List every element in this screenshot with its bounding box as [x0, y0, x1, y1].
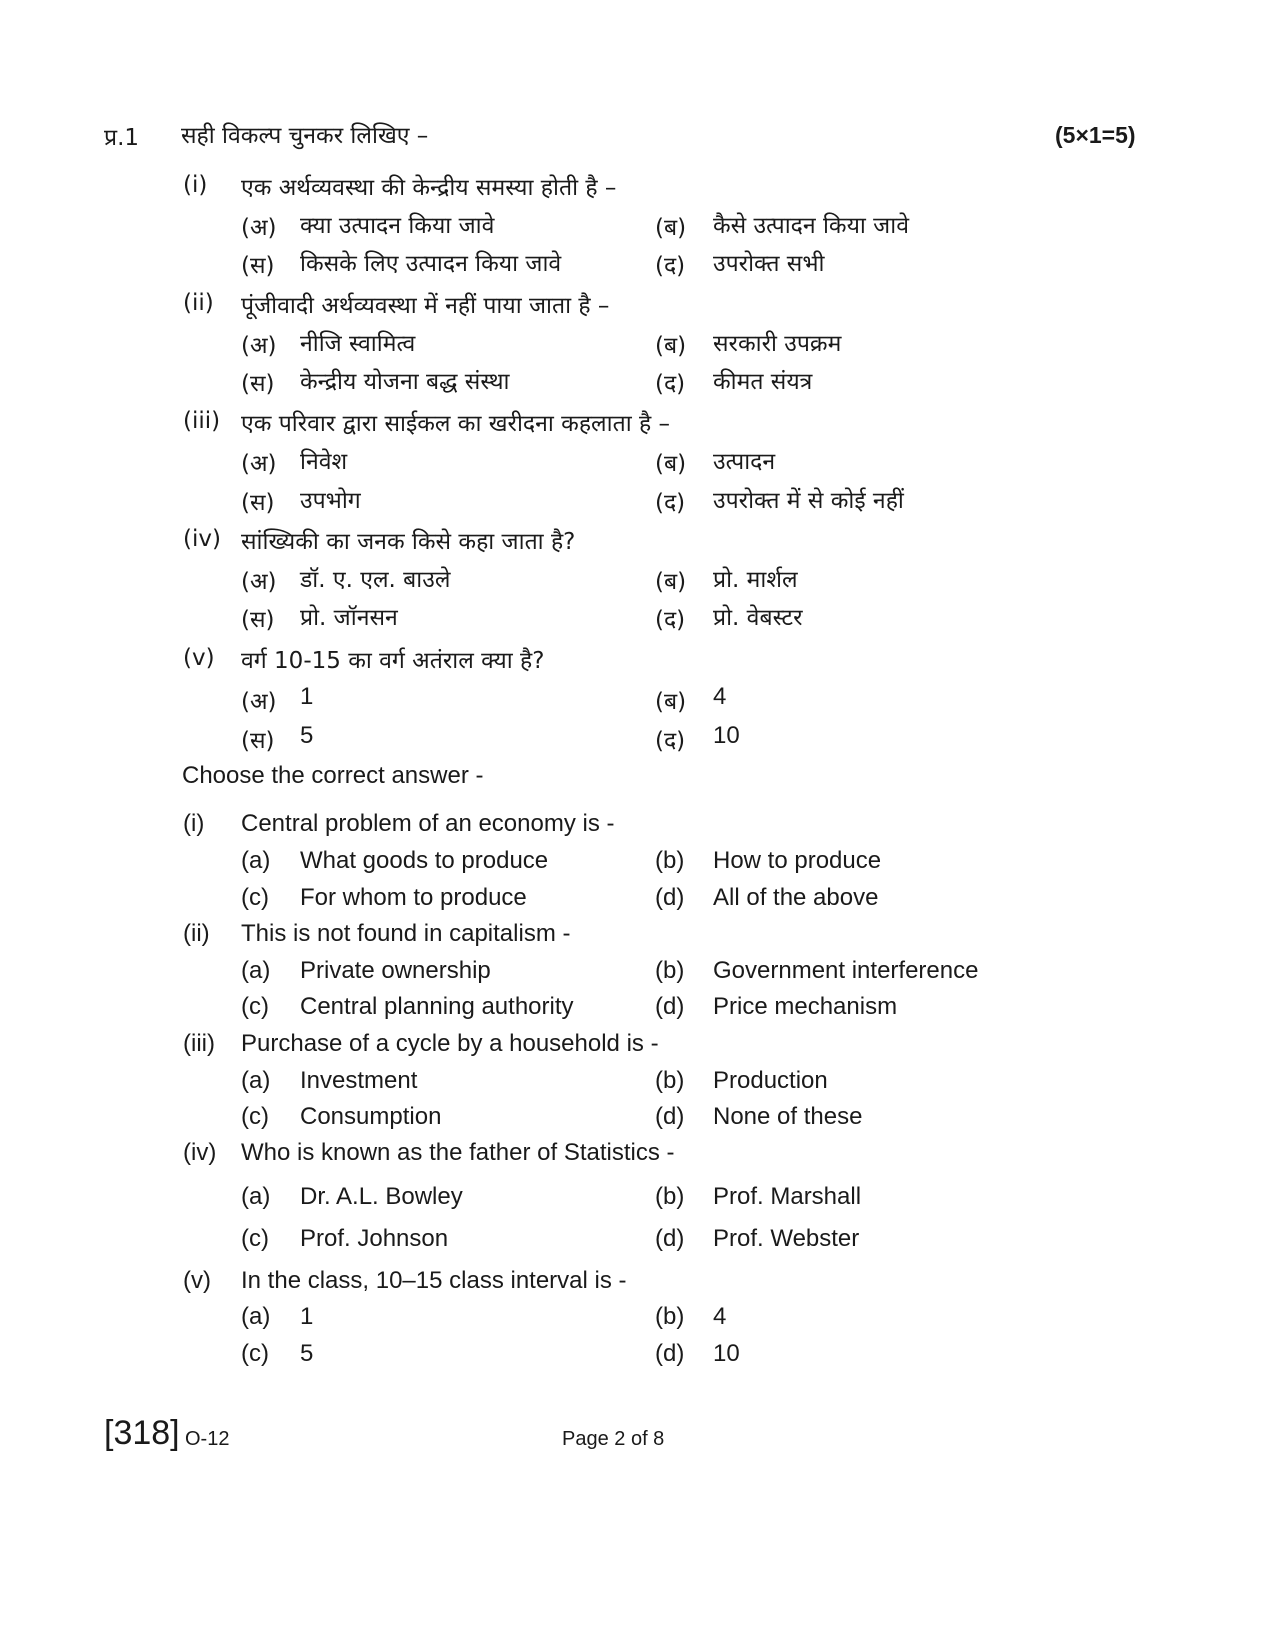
option-text: Investment	[300, 1067, 418, 1094]
option-label: (अ)	[241, 689, 277, 715]
question-num: (v)	[183, 1267, 211, 1294]
option-text: डॉ. ए. एल. बाउले	[300, 567, 451, 593]
option-text: प्रो. वेबस्टर	[713, 605, 803, 631]
option-text: नीजि स्वामित्व	[300, 331, 416, 357]
instruction-hindi: सही विकल्प चुनकर लिखिए –	[181, 123, 429, 149]
paper-code: [318]	[104, 1414, 180, 1452]
option-label: (b)	[655, 1183, 685, 1210]
option-label: (ब)	[655, 215, 687, 241]
option-label: (अ)	[241, 451, 277, 477]
option-label: (c)	[241, 993, 269, 1020]
option-label: (d)	[655, 1225, 685, 1252]
option-text: 5	[300, 1340, 314, 1367]
question-text: पूंजीवादी अर्थव्यवस्था में नहीं पाया जाता है –	[241, 293, 610, 319]
question-num: (iii)	[183, 408, 221, 434]
option-text: 4	[713, 1303, 727, 1330]
option-label: (b)	[655, 1303, 685, 1330]
option-text: 10	[713, 1340, 740, 1367]
option-label: (द)	[655, 728, 686, 754]
option-label: (द)	[655, 371, 686, 397]
option-label: (स)	[241, 253, 275, 279]
option-text: Dr. A.L. Bowley	[300, 1183, 463, 1210]
option-text: उत्पादन	[713, 449, 776, 475]
option-label: (स)	[241, 490, 275, 516]
option-text: For whom to produce	[300, 884, 527, 911]
option-label: (अ)	[241, 333, 277, 359]
question-text: This is not found in capitalism -	[241, 920, 571, 947]
option-text: Consumption	[300, 1103, 442, 1130]
question-text: एक परिवार द्वारा साईकल का खरीदना कहलाता है –	[241, 411, 670, 437]
page-number: Page 2 of 8	[562, 1428, 665, 1450]
option-label: (स)	[241, 371, 275, 397]
option-label: (a)	[241, 847, 271, 874]
option-text: प्रो. मार्शल	[713, 567, 798, 593]
option-text: 10	[713, 722, 740, 749]
option-text: Prof. Marshall	[713, 1183, 862, 1210]
option-label: (c)	[241, 884, 269, 911]
option-label: (स)	[241, 607, 275, 633]
option-label: (a)	[241, 1303, 271, 1330]
option-text: Prof. Johnson	[300, 1225, 449, 1252]
option-label: (d)	[655, 884, 685, 911]
question-num: (iv)	[183, 1139, 217, 1166]
option-label: (द)	[655, 253, 686, 279]
option-text: All of the above	[713, 884, 879, 911]
option-text: Government interference	[713, 957, 979, 984]
option-label: (d)	[655, 1340, 685, 1367]
option-text: उपरोक्त में से कोई नहीं	[713, 488, 904, 514]
option-label: (a)	[241, 957, 271, 984]
paper-set: O-12	[185, 1428, 230, 1450]
option-label: (स)	[241, 728, 275, 754]
option-label: (a)	[241, 1183, 271, 1210]
option-text: किसके लिए उत्पादन किया जावे	[300, 251, 562, 277]
question-text: Central problem of an economy is -	[241, 810, 615, 837]
option-text: कैसे उत्पादन किया जावे	[713, 213, 909, 239]
option-label: (ब)	[655, 569, 687, 595]
question-num: (i)	[183, 172, 208, 198]
option-label: (a)	[241, 1067, 271, 1094]
option-label: (d)	[655, 1103, 685, 1130]
option-label: (b)	[655, 957, 685, 984]
question-text: Purchase of a cycle by a household is -	[241, 1030, 659, 1057]
question-num: (ii)	[183, 920, 210, 947]
question-number: प्र.1	[104, 125, 140, 151]
option-text: प्रो. जॉनसन	[300, 605, 398, 631]
question-text: सांख्यिकी का जनक किसे कहा जाता है?	[241, 529, 576, 555]
option-text: Central planning authority	[300, 993, 574, 1020]
option-text: उपभोग	[300, 488, 361, 514]
option-label: (d)	[655, 993, 685, 1020]
option-text: 1	[300, 1303, 314, 1330]
option-text: निवेश	[300, 449, 348, 475]
question-num: (v)	[183, 645, 215, 671]
question-num: (i)	[183, 810, 205, 837]
option-text: कीमत संयत्र	[713, 369, 813, 395]
question-num: (iii)	[183, 1030, 215, 1057]
option-text: केन्द्रीय योजना बद्ध संस्था	[300, 369, 510, 395]
option-text: क्या उत्पादन किया जावे	[300, 213, 495, 239]
option-text: 1	[300, 683, 314, 710]
option-label: (ब)	[655, 451, 687, 477]
question-text: Who is known as the father of Statistics -	[241, 1139, 675, 1166]
option-text: Prof. Webster	[713, 1225, 860, 1252]
option-text: What goods to produce	[300, 847, 549, 874]
question-text: एक अर्थव्यवस्था की केन्द्रीय समस्या होती है –	[241, 175, 617, 201]
option-text: How to produce	[713, 847, 882, 874]
question-text: वर्ग 10-15 का वर्ग अतंराल क्या है?	[241, 648, 545, 674]
option-label: (b)	[655, 847, 685, 874]
option-label: (द)	[655, 607, 686, 633]
option-label: (अ)	[241, 215, 277, 241]
option-text: 5	[300, 722, 314, 749]
marks-label: (5×1=5)	[1055, 122, 1136, 148]
option-label: (b)	[655, 1067, 685, 1094]
option-label: (c)	[241, 1225, 269, 1252]
option-label: (अ)	[241, 569, 277, 595]
option-text: Private ownership	[300, 957, 491, 984]
option-text: उपरोक्त सभी	[713, 251, 825, 277]
question-text: In the class, 10–15 class interval is -	[241, 1267, 627, 1294]
question-num: (iv)	[183, 526, 221, 552]
option-text: Price mechanism	[713, 993, 898, 1020]
instruction-english: Choose the correct answer -	[182, 762, 484, 789]
option-text: None of these	[713, 1103, 863, 1130]
option-label: (c)	[241, 1103, 269, 1130]
option-text: सरकारी उपक्रम	[713, 331, 842, 357]
option-label: (द)	[655, 490, 686, 516]
option-label: (ब)	[655, 333, 687, 359]
option-text: 4	[713, 683, 727, 710]
option-label: (ब)	[655, 689, 687, 715]
question-num: (ii)	[183, 290, 214, 316]
option-label: (c)	[241, 1340, 269, 1367]
option-text: Production	[713, 1067, 828, 1094]
